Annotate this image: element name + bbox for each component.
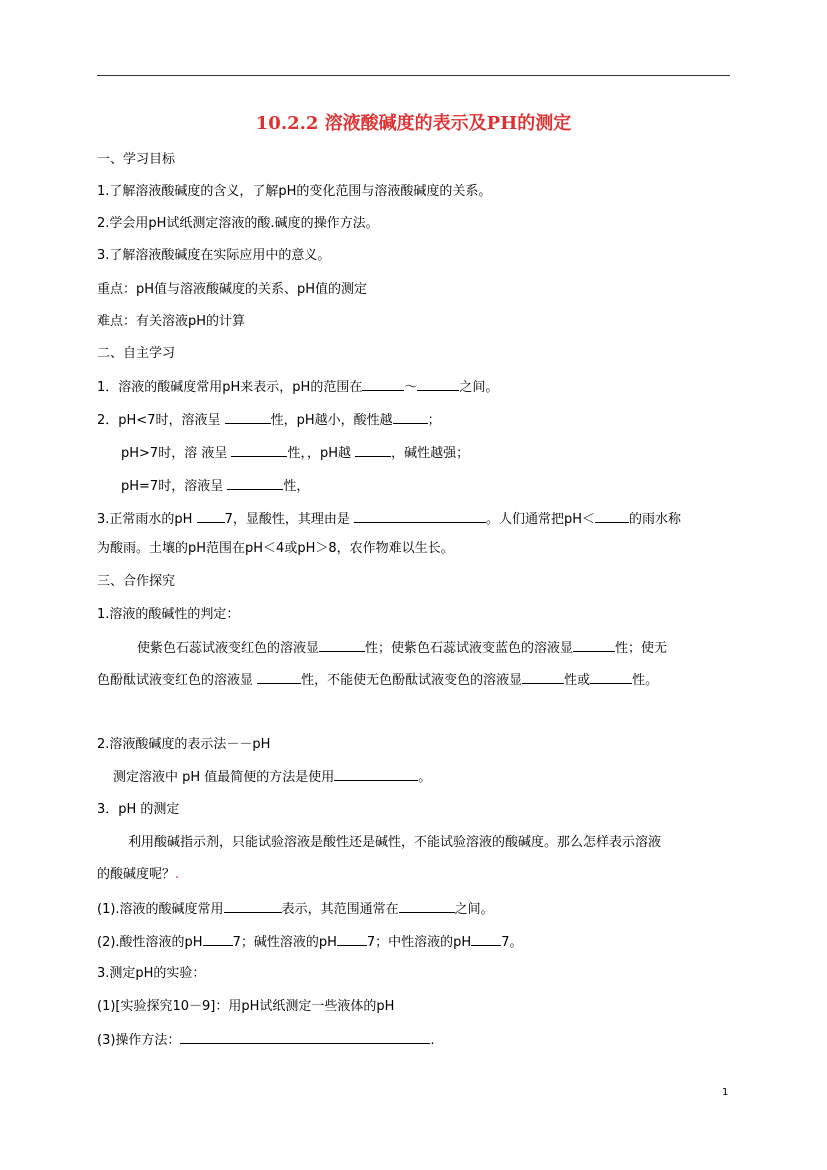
page-title: 10.2.2 溶液酸碱度的表示及PH的测定 xyxy=(255,113,572,134)
explore-3-item-1-text-c: 之间。 xyxy=(454,902,494,917)
header-rule xyxy=(97,75,730,76)
explore-1-heading: 1.溶液的酸碱性的判定： xyxy=(97,607,240,622)
objective-3: 3.了解溶液酸碱度在实际应用中的意义。 xyxy=(97,248,331,263)
section-heading-self-study: 二、自主学习 xyxy=(97,346,176,361)
question-3-text-a: 3.正常雨水的pH xyxy=(97,512,197,527)
explore-1-text-b: 性；使紫色石蕊试液变蓝色的溶液显 xyxy=(365,641,574,656)
explore-2-heading: 2.溶液酸碱度的表示法－－pH xyxy=(97,737,271,752)
question-2-text-a: 2．pH<7时，溶液呈 xyxy=(97,413,225,428)
question-3-text-b: 7，显酸性，其理由是 xyxy=(224,512,354,527)
key-point: 重点：pH值与溶液酸碱度的关系、pH值的测定 xyxy=(97,282,368,297)
explore-3-item-2-text-d: 7。 xyxy=(501,935,523,950)
explore-1-text-g: 性。 xyxy=(632,673,659,688)
explore-3-item-1-text-b: 表示，其范围通常在 xyxy=(281,902,399,917)
explore-1-text-d: 色酚酞试液变红色的溶液显 xyxy=(97,673,258,688)
page-number: 1 xyxy=(722,1087,729,1098)
blank xyxy=(362,377,404,391)
blank xyxy=(334,767,418,781)
ph-experiment-item-3 xyxy=(97,1030,435,1050)
explore-3-item-2-text-c: 7；中性溶液的pH xyxy=(366,935,472,950)
blank xyxy=(257,670,301,684)
explore-1-text-e: 性，不能使无色酚酞试液变色的溶液显 xyxy=(301,673,523,688)
explore-2-text-a: 测定溶液中 pH 值最简便的方法是使用 xyxy=(113,770,335,785)
explore-3-item-1 xyxy=(97,899,494,919)
explore-2-text-b: 。 xyxy=(418,770,432,785)
question-3-text-c: 。人们通常把pH＜ xyxy=(485,512,596,527)
question-3 xyxy=(97,509,681,529)
question-2-neutral xyxy=(121,476,309,496)
blank xyxy=(225,410,271,424)
red-dot-mark: . xyxy=(175,867,180,882)
blank xyxy=(573,638,615,652)
question-2c-text-a: pH=7时，溶液呈 xyxy=(121,479,228,494)
question-2b-text-b: 性，，pH越 xyxy=(287,446,356,461)
question-2-text-b: 性，pH越小，酸性越 xyxy=(270,413,393,428)
acid-rain-note: 为酸雨。土壤的pH范围在pH＜4或pH＞8，农作物难以生长。 xyxy=(97,541,454,556)
blank xyxy=(180,1030,430,1044)
explore-3-item-2-text-a: (2).酸性溶液的pH xyxy=(97,935,203,950)
blank xyxy=(203,932,233,946)
blank xyxy=(417,377,459,391)
blank xyxy=(595,509,629,523)
explore-3-text: 的酸碱度呢？ xyxy=(97,867,176,882)
question-2c-text-b: 性， xyxy=(283,479,310,494)
explore-1-line-2 xyxy=(97,670,658,690)
blank xyxy=(355,443,391,457)
blank xyxy=(197,509,225,523)
explore-1-text-f: 性或 xyxy=(564,673,591,688)
question-3-text-d: 的雨水称 xyxy=(629,512,682,527)
explore-3-para-1: 利用酸碱指示剂，只能试验溶液是酸性还是碱性，不能试验溶液的酸碱度。那么怎样表示溶液 xyxy=(128,835,662,850)
ph-experiment-heading: 3.测定pH的实验： xyxy=(97,966,206,981)
blank xyxy=(224,899,282,913)
objective-1: 1.了解溶液酸碱度的含义，了解pH的变化范围与溶液酸碱度的关系。 xyxy=(97,184,492,199)
objective-2: 2.学会用pH试纸测定溶液的酸.碱度的操作方法。 xyxy=(97,216,379,231)
question-2-alkaline xyxy=(121,443,469,463)
ph-experiment-item-1: (1)[实验探究10－9]：用pH试纸测定一些液体的pH xyxy=(97,999,395,1014)
explore-1-text-c: 性；使无 xyxy=(615,641,668,656)
explore-1-line-1 xyxy=(137,638,667,658)
blank xyxy=(231,443,287,457)
explore-3-para-2 xyxy=(97,866,179,884)
question-2 xyxy=(97,410,441,430)
section-heading-objectives: 一、学习目标 xyxy=(97,152,176,167)
question-1-text-c: 之间。 xyxy=(459,380,499,395)
explore-2-line xyxy=(113,767,431,787)
explore-3-heading: 3．pH 的测定 xyxy=(97,802,180,817)
blank xyxy=(337,932,367,946)
blank xyxy=(522,670,564,684)
blank xyxy=(227,476,283,490)
question-1-text-a: 1．溶液的酸碱度常用pH来表示，pH的范围在 xyxy=(97,380,363,395)
ph-experiment-item-3-text-b: . xyxy=(430,1033,435,1048)
question-2b-text-c: ，碱性越强； xyxy=(391,446,470,461)
question-1-text-b: ～ xyxy=(404,380,418,395)
blank xyxy=(590,670,632,684)
blank xyxy=(471,932,501,946)
question-1 xyxy=(97,377,498,397)
section-heading-explore: 三、合作探究 xyxy=(97,574,176,589)
question-2-text-c: ； xyxy=(427,413,441,428)
explore-3-item-2-text-b: 7；碱性溶液的pH xyxy=(232,935,337,950)
blank xyxy=(319,638,365,652)
blank xyxy=(399,899,455,913)
ph-experiment-item-3-text-a: (3)操作方法： xyxy=(97,1033,181,1048)
blank xyxy=(354,509,486,523)
explore-3-item-1-text-a: (1).溶液的酸碱度常用 xyxy=(97,902,224,917)
difficult-point: 难点：有关溶液pH的计算 xyxy=(97,314,246,329)
blank xyxy=(393,410,428,424)
explore-1-text-a: 使紫色石蕊试液变红色的溶液显 xyxy=(137,641,320,656)
explore-3-item-2 xyxy=(97,932,522,952)
question-2b-text-a: pH>7时，溶 液呈 xyxy=(121,446,232,461)
